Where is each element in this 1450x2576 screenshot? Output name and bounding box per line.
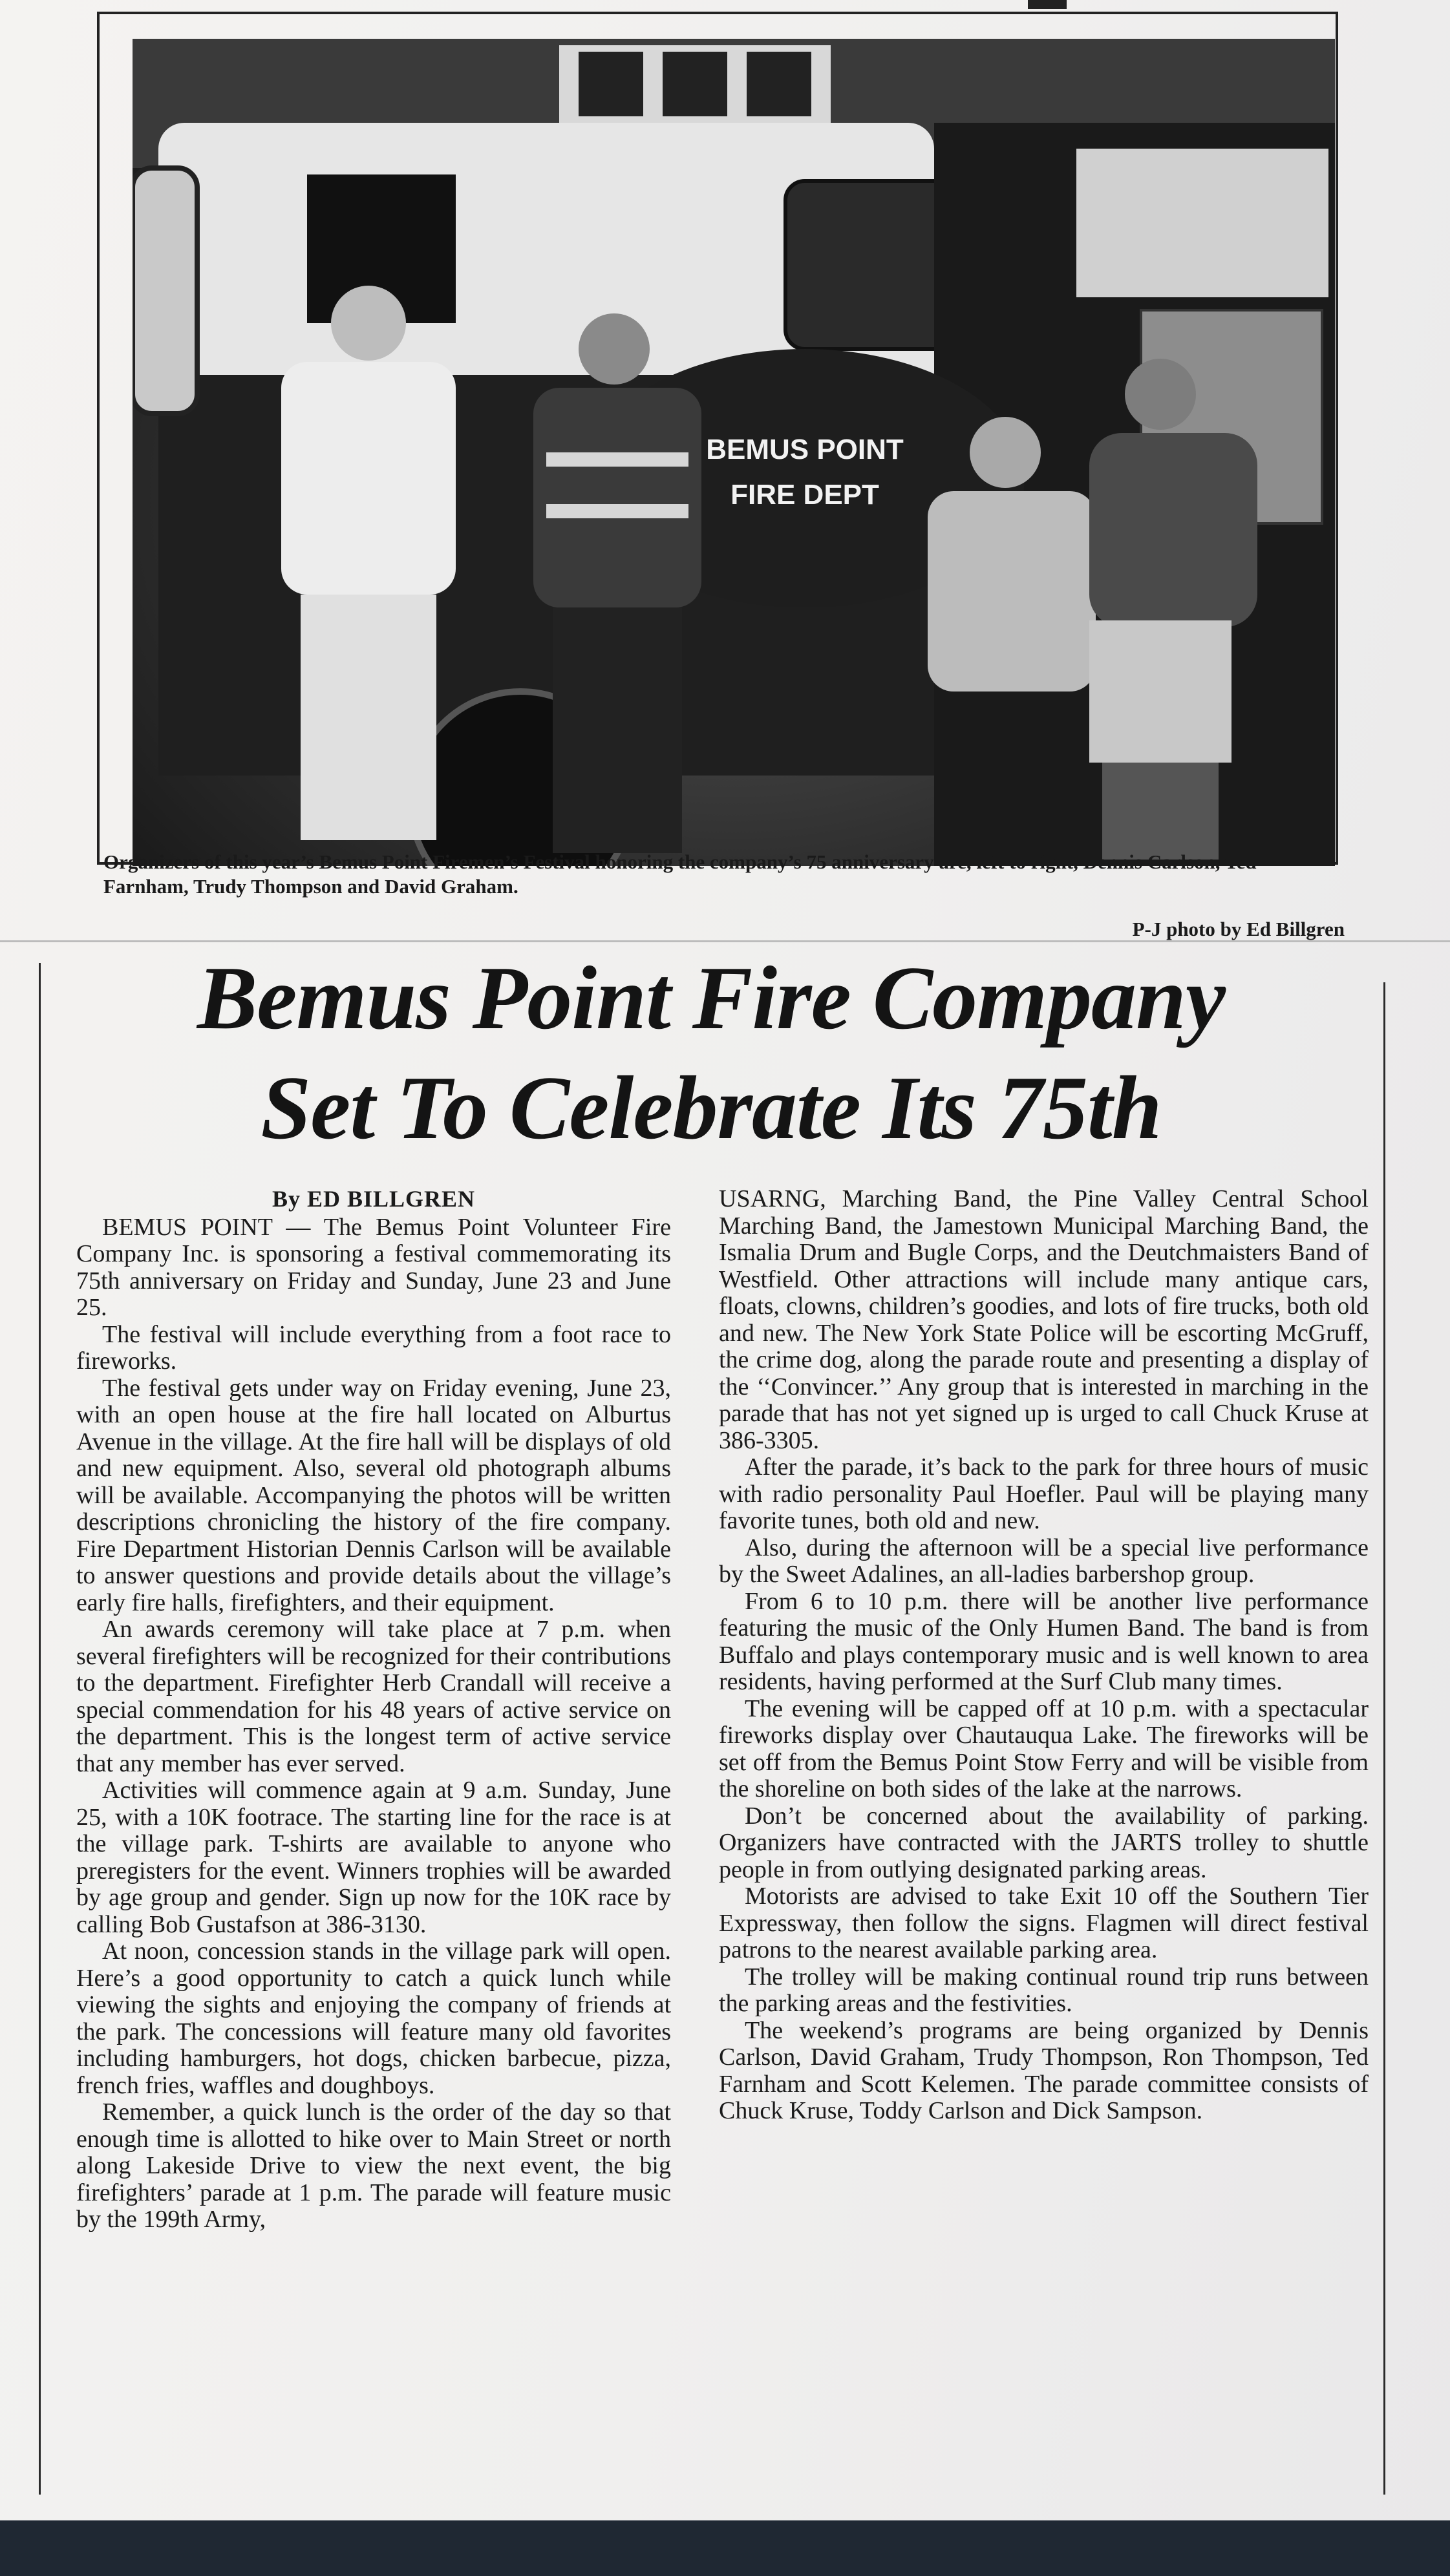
paragraph: At noon, concession stands in the village park will open. Here’s a good opportunity to catch a quick lunch while viewing the sights and enjoying the company of friends at the park. The concessions will feature many old favorites including hamburgers, hot dogs, chicken barbecue, pizza, french fries, waffles and doughboys.	[76, 1937, 671, 2099]
paragraph: BEMUS POINT — The Bemus Point Volunteer Fire Company Inc. is sponsoring a festival commemorating its 75th anniversary on Friday and Sunday, June 23 and June 25.	[76, 1213, 671, 1321]
truck-door-text-2: FIRE DEPT	[730, 479, 879, 511]
paragraph: An awards ceremony will take place at 7 p.m. when several firefighters will be recognized for their contributions to the department. Firefighter Herb Crandall will receive a special commendation for his 48 years of active service on the department. This is the longest term of active service that any member has ever served.	[76, 1616, 671, 1777]
paragraph: The weekend’s programs are being organized by Dennis Carlson, David Graham, Trudy Thompson, Ron Thompson, Ted Farnham and Scott Kelemen. The parade committee consists of Chuck Kruse, Toddy Carlson and Dick Sampson.	[719, 2016, 1369, 2124]
paragraph: The festival will include everything from a foot race to fireworks.	[76, 1320, 671, 1375]
paragraph: After the parade, it’s back to the park for three hours of music with radio personality Paul Hoefler. Paul will be playing many favorite tunes, both old and new.	[719, 1453, 1369, 1534]
paragraph: The trolley will be making continual round trip runs between the parking areas and the festivities.	[719, 1963, 1369, 2017]
paragraph: The evening will be capped off at 10 p.m. with a spectacular fireworks display over Chautauqua Lake. The fireworks will be set off from the Bemus Point Stow Ferry and will be visible from the shoreline on both sides of the lake at the narrows.	[719, 1694, 1369, 1802]
paragraph: Activities will commence again at 9 a.m. Sunday, June 25, with a 10K footrace. The starting line for the race is at the village park. T-shirts are available to anyone who preregisters for the event. Winners trophies will be awarded by age group and gender. Sign up now for the 10K race by calling Bob Gustafson at 386-3130.	[76, 1777, 671, 1938]
paragraph: Remember, a quick lunch is the order of the day so that enough time is allotted to hike over to Main Street or north along Lakeside Drive to view the next event, the big firefighters’ parade at 1 p.m. The parade will feature music by the 199th Army,	[76, 2098, 671, 2233]
table-surface	[0, 2520, 1450, 2576]
article-column-right	[719, 1186, 1369, 2125]
paragraph: Don’t be concerned about the availability of parking. Organizers have contracted with the JARTS trolley to shuttle people in from outlying designated parking areas.	[719, 1802, 1369, 1883]
left-border-rule	[39, 963, 41, 2495]
person-1	[281, 286, 456, 840]
photo-illustration	[133, 39, 1335, 866]
byline: By ED BILLGREN	[272, 1186, 476, 1212]
headline-line-1: Bemus Point Fire Company	[197, 948, 1226, 1048]
headline	[39, 944, 1383, 1163]
paragraph: Motorists are advised to take Exit 10 off the Southern Tier Expressway, then follow the signs. Flagmen will direct festival patrons to the nearest available parking area.	[719, 1883, 1369, 1963]
truck-door-text-1: BEMUS POINT	[706, 434, 904, 465]
photo-caption: Organizers of this year’s Bemus Point Firemen’s Festival honoring the company’s 75 anniversary are, left to right, Dennis Carlson, Ted Farnham, Trudy Thompson and David Graham.	[103, 850, 1257, 898]
paragraph: The festival gets under way on Friday evening, June 23, with an open house at the fire hall located on Alburtus Avenue in the village. At the fire hall will be displays of old and new equipment. Also, several old photograph albums will be available. Accompanying the photos will be written descriptions chronicling the history of the fire company. Fire Department Historian Dennis Carlson will be available to answer questions and provide details about the village’s early fire halls, firefighters, and their equipment.	[76, 1374, 671, 1616]
fire-truck-photo	[133, 39, 1335, 866]
headline-line-2: Set To Celebrate Its 75th	[261, 1058, 1162, 1158]
article-column-left	[76, 1186, 671, 2233]
paragraph: From 6 to 10 p.m. there will be another live performance featuring the music of the Only Humen Band. The band is from Buffalo and plays contemporary music and is well known to area residents, having performed at the Surf Club many times.	[719, 1587, 1369, 1695]
page-fragment-mark	[1028, 0, 1067, 9]
paragraph: Also, during the afternoon will be a special live performance by the Sweet Adalines, an all-ladies barbershop group.	[719, 1534, 1369, 1588]
paragraph: USARNG, Marching Band, the Pine Valley Central School Marching Band, the Jamestown Municipal Marching Band, the Ismalia Drum and Bugle Corps, and the Deutchmaisters Band of Westfield. Other attractions will include many antique cars, floats, clowns, children’s goodies, and lots of fire trucks, both old and new. The New York State Police will be escorting McGruff, the crime dog, along the parade route and presenting a display of the ‘‘Convincer.’’ Any group that is interested in marching in the parade that has not yet signed up is urged to call Chuck Kruse at 386-3305.	[719, 1185, 1369, 1454]
fold-line	[0, 940, 1450, 942]
person-2	[533, 313, 701, 853]
photo-credit: P-J photo by Ed Billgren	[1132, 918, 1345, 940]
right-border-rule	[1383, 982, 1385, 2495]
